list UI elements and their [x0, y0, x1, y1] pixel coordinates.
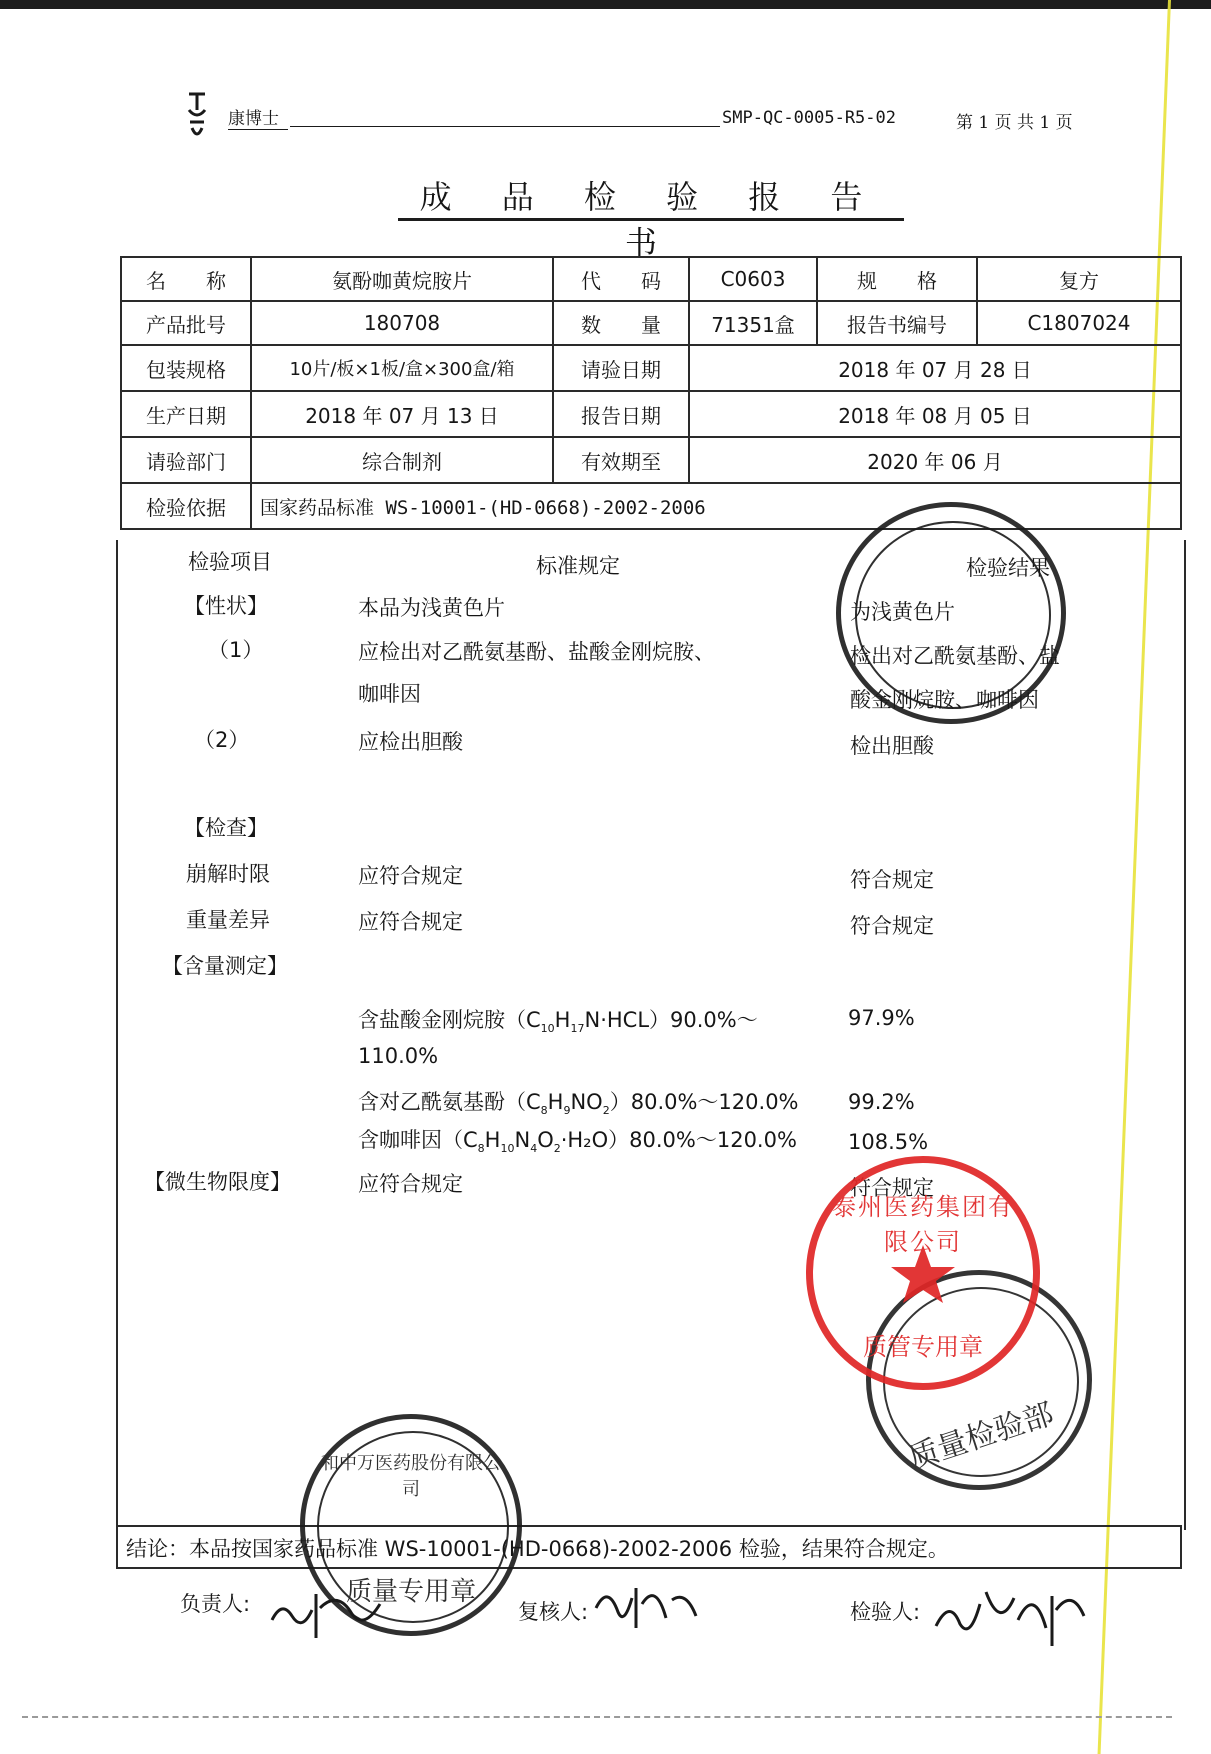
appearance-result: 为浅黄色片: [850, 600, 955, 624]
ident2-result: 检出胆酸: [850, 734, 934, 758]
spec-label: 规 格: [817, 257, 977, 301]
red-seal-subtext: 质管专用章: [863, 1333, 983, 1361]
weight-variation-result: 符合规定: [850, 914, 934, 938]
ident1-result-line1: 检出对乙酰氨基酚、盐: [850, 644, 1060, 668]
department-value: 综合制剂: [251, 437, 553, 483]
red-seal-text: 泰州医药集团有限公司: [832, 1193, 1014, 1256]
quality-inspection-seal-text: 质量检验部: [904, 1396, 1058, 1477]
ident2-label: （2）: [194, 728, 250, 752]
responsible-label: 负责人:: [180, 1592, 251, 1616]
code-value: C0603: [689, 257, 817, 301]
column-result-header: 检验结果: [966, 556, 1050, 580]
info-table: [120, 256, 1182, 530]
qty-label: 数 量: [553, 301, 689, 345]
pack-value: 10片/板×1板/盒×300盒/箱: [251, 345, 553, 391]
ident1-standard-line1: 应检出对乙酰氨基酚、盐酸金刚烷胺、: [358, 640, 715, 664]
header-rule: [290, 126, 720, 127]
disintegration-standard: 应符合规定: [358, 864, 463, 888]
company-seal-subtext: 质量专用章: [345, 1577, 476, 1607]
assay2-standard: 含对乙酰氨基酚$(C_8H_9NO_2)80.0\%\sim 120.0\%$: [358, 1090, 799, 1118]
disintegration-label: 崩解时限: [186, 862, 270, 886]
request-date-label: 请验日期: [553, 345, 689, 391]
assay3-standard: 含咖啡因$(C_8H_{10}N_4O_2\cdot H_2O)80.0\%\sim 120.0\%$: [358, 1128, 797, 1156]
microbial-limit-label: 【微生物限度】: [144, 1170, 291, 1194]
red-quality-seal: [806, 1156, 1040, 1390]
appearance-standard: 本品为浅黄色片: [358, 596, 505, 620]
batch-value: 180708: [251, 301, 553, 345]
logo-text: 康博士: [228, 104, 288, 130]
code-label: 代 码: [553, 257, 689, 301]
report-no-label: 报告书编号: [817, 301, 977, 345]
ident2-standard: 应检出胆酸: [358, 730, 463, 754]
assay1-result: 97.9%: [848, 1006, 915, 1030]
document-code: SMP-QC-0005-R5-02: [722, 108, 896, 128]
qty-value: 71351盒: [689, 301, 817, 345]
basis-label: 检验依据: [121, 483, 251, 529]
report-no-value: C1807024: [977, 301, 1181, 345]
assay-label: 【含量测定】: [162, 954, 288, 978]
reviewer-signature: [592, 1578, 702, 1644]
microbial-limit-standard: 应符合规定: [358, 1172, 463, 1196]
conclusion: 结论：本品按国家药品标准 WS-10001-(HD-0668)-2002-2006 检验，结果符合规定。: [116, 1525, 1182, 1569]
page-info: 第 1 页 共 1 页: [956, 113, 1073, 133]
production-date-value: 2018 年 07 月 13 日: [251, 391, 553, 437]
company-quality-seal: [300, 1414, 522, 1636]
basis-value: 国家药品标准 WS-10001-(HD-0668)-2002-2006: [251, 483, 1181, 529]
inspection-label: 【检查】: [184, 816, 268, 840]
weight-variation-standard: 应符合规定: [358, 910, 463, 934]
company-logo-icon: [186, 90, 208, 142]
assay1-standard: 含盐酸金刚烷胺$(C_{10}H_{17}N\cdot HCL)90.0\%\sim$: [358, 1008, 758, 1036]
ident1-standard-line2: 咖啡因: [358, 682, 421, 706]
weight-variation-label: 重量差异: [186, 908, 270, 932]
batch-label: 产品批号: [121, 301, 251, 345]
company-seal-text: 和中万医药股份有限公司: [321, 1453, 501, 1500]
column-item-header: 检验项目: [188, 550, 272, 574]
department-label: 请验部门: [121, 437, 251, 483]
assay3-result: 108.5%: [848, 1130, 929, 1154]
assay1-standard-line2: 110.0%: [358, 1044, 439, 1068]
appearance-label: 【性状】: [184, 594, 268, 618]
column-standard-header: 标准规定: [536, 554, 620, 578]
spec-value: 复方: [977, 257, 1181, 301]
assay2-result: 99.2%: [848, 1090, 915, 1114]
scan-bottom-edge: [22, 1716, 1172, 1718]
reviewer-label: 复核人:: [518, 1600, 589, 1624]
expiry-value: 2020 年 06 月: [689, 437, 1181, 483]
ident1-result-line2: 酸金刚烷胺、咖啡因: [850, 688, 1039, 712]
microbial-limit-result: 符合规定: [850, 1176, 934, 1200]
report-date-label: 报告日期: [553, 391, 689, 437]
inspector-label: 检验人:: [850, 1600, 921, 1624]
expiry-label: 有效期至: [553, 437, 689, 483]
name-label: 名 称: [121, 257, 251, 301]
quality-inspection-seal-top: [836, 502, 1066, 724]
report-date-value: 2018 年 08 月 05 日: [689, 391, 1181, 437]
ident1-label: （1）: [208, 638, 264, 662]
pack-label: 包装规格: [121, 345, 251, 391]
request-date-value: 2018 年 07 月 28 日: [689, 345, 1181, 391]
name-value: 氨酚咖黄烷胺片: [251, 257, 553, 301]
inspector-signature: [930, 1580, 1090, 1660]
document-title: 成 品 检 验 报 告 书: [398, 172, 904, 221]
production-date-label: 生产日期: [121, 391, 251, 437]
disintegration-result: 符合规定: [850, 868, 934, 892]
scan-top-edge: [0, 0, 1211, 9]
